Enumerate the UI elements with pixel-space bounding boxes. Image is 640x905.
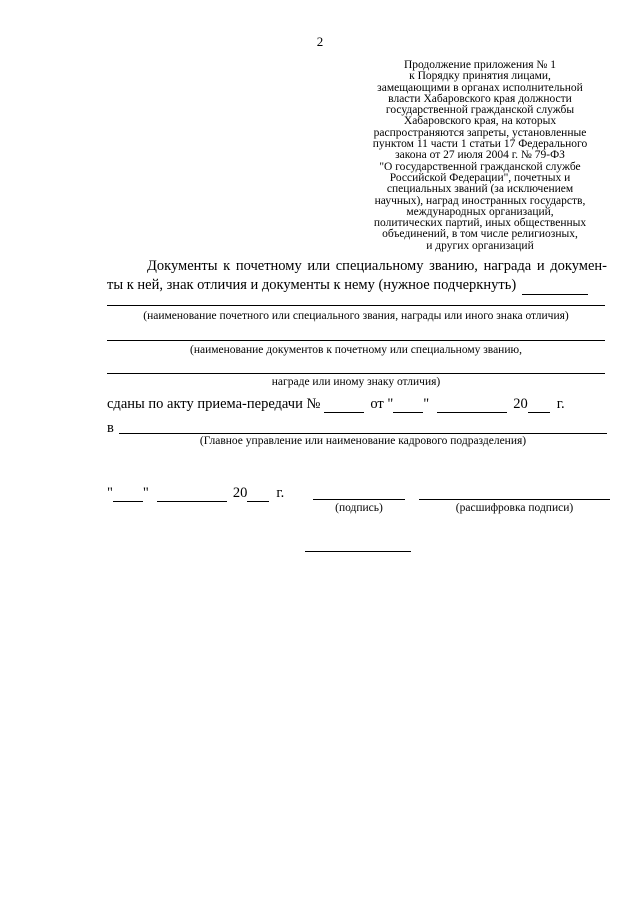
appendix-line: пунктом 11 части 1 статьи 17 Федерального bbox=[372, 138, 588, 151]
date-year-field[interactable] bbox=[247, 487, 269, 502]
appendix-line: закона от 27 июля 2004 г. № 79-ФЗ bbox=[395, 149, 565, 162]
date-close-quote: " bbox=[142, 485, 149, 501]
appendix-line: специальных званий (за исключением bbox=[386, 183, 574, 196]
signature-field[interactable] bbox=[313, 499, 405, 500]
appendix-line: международных организаций, bbox=[406, 205, 554, 218]
documents-name-caption-2: награде или иному знаку отличия) bbox=[271, 376, 441, 388]
page-number: 2 bbox=[316, 34, 324, 49]
intro-line-2-text: ты к ней, знак отличия и документы к нему (нужное подчеркнуть) bbox=[107, 277, 517, 293]
handover-quote: " bbox=[423, 396, 430, 412]
department-field[interactable] bbox=[119, 433, 607, 434]
appendix-line: замещающими в органах исполнительной bbox=[377, 81, 583, 94]
handover-row bbox=[107, 395, 565, 413]
appendix-line: власти Хабаровского края должности bbox=[388, 92, 572, 105]
handover-from: от " bbox=[370, 396, 394, 412]
handover-day-field[interactable] bbox=[393, 398, 423, 413]
documents-name-field-2[interactable] bbox=[107, 373, 605, 374]
appendix-line: Российской Федерации", почетных и bbox=[389, 171, 571, 184]
appendix-line: научных), наград иностранных государств, bbox=[374, 194, 586, 207]
date-year-suffix: г. bbox=[276, 485, 285, 501]
documents-name-field-1[interactable] bbox=[107, 340, 605, 341]
appendix-line: "О государственной гражданской службе bbox=[379, 160, 581, 173]
appendix-line: Продолжение приложения № 1 bbox=[403, 59, 557, 71]
intro-paragraph bbox=[107, 257, 607, 295]
handover-text: сданы по акту приема-передачи № bbox=[107, 396, 321, 412]
intro-line-1: Документы к почетному или специальному званию, награда и докумен- bbox=[147, 258, 607, 274]
appendix-block bbox=[355, 60, 605, 252]
signature-decode-field[interactable] bbox=[419, 499, 610, 500]
appendix-line: и других организаций bbox=[426, 239, 534, 252]
to-row bbox=[107, 419, 114, 437]
handover-year-suffix: г. bbox=[556, 396, 565, 412]
appendix-line: государственной гражданской службы bbox=[385, 104, 575, 117]
award-name-caption: (наименование почетного или специального звания, награды или иного знака отличия) bbox=[143, 310, 569, 322]
signature-caption: (подпись) bbox=[335, 502, 383, 514]
handover-year-prefix: 20 bbox=[513, 396, 528, 412]
handover-year-field[interactable] bbox=[528, 398, 550, 413]
date-row bbox=[107, 484, 284, 502]
department-caption: (Главное управление или наименование кадрового подразделения) bbox=[199, 435, 527, 447]
to-label: в bbox=[107, 420, 114, 436]
appendix-line: к Порядку принятия лицами, bbox=[409, 70, 551, 83]
appendix-line: объединений, в том числе религиозных, bbox=[382, 228, 578, 241]
date-open-quote: " bbox=[107, 485, 113, 501]
date-day-field[interactable] bbox=[113, 487, 143, 502]
appendix-line: распространяются запреты, установленные bbox=[373, 126, 587, 139]
appendix-line: Хабаровского края, на которых bbox=[403, 115, 557, 128]
date-year-prefix: 20 bbox=[232, 485, 248, 501]
documents-name-caption-1: (наименование документов к почетному или специальному званию, bbox=[190, 344, 522, 356]
award-name-field[interactable] bbox=[107, 305, 605, 306]
handover-month-field[interactable] bbox=[437, 398, 507, 413]
bottom-divider bbox=[305, 551, 411, 552]
date-month-field[interactable] bbox=[157, 487, 227, 502]
intro-line-2 bbox=[107, 276, 607, 295]
act-number-field[interactable] bbox=[324, 398, 364, 413]
underline-choice-field[interactable] bbox=[522, 280, 588, 295]
appendix-line: политических партий, иных общественных bbox=[373, 217, 587, 230]
signature-decode-caption: (расшифровка подписи) bbox=[455, 502, 574, 514]
